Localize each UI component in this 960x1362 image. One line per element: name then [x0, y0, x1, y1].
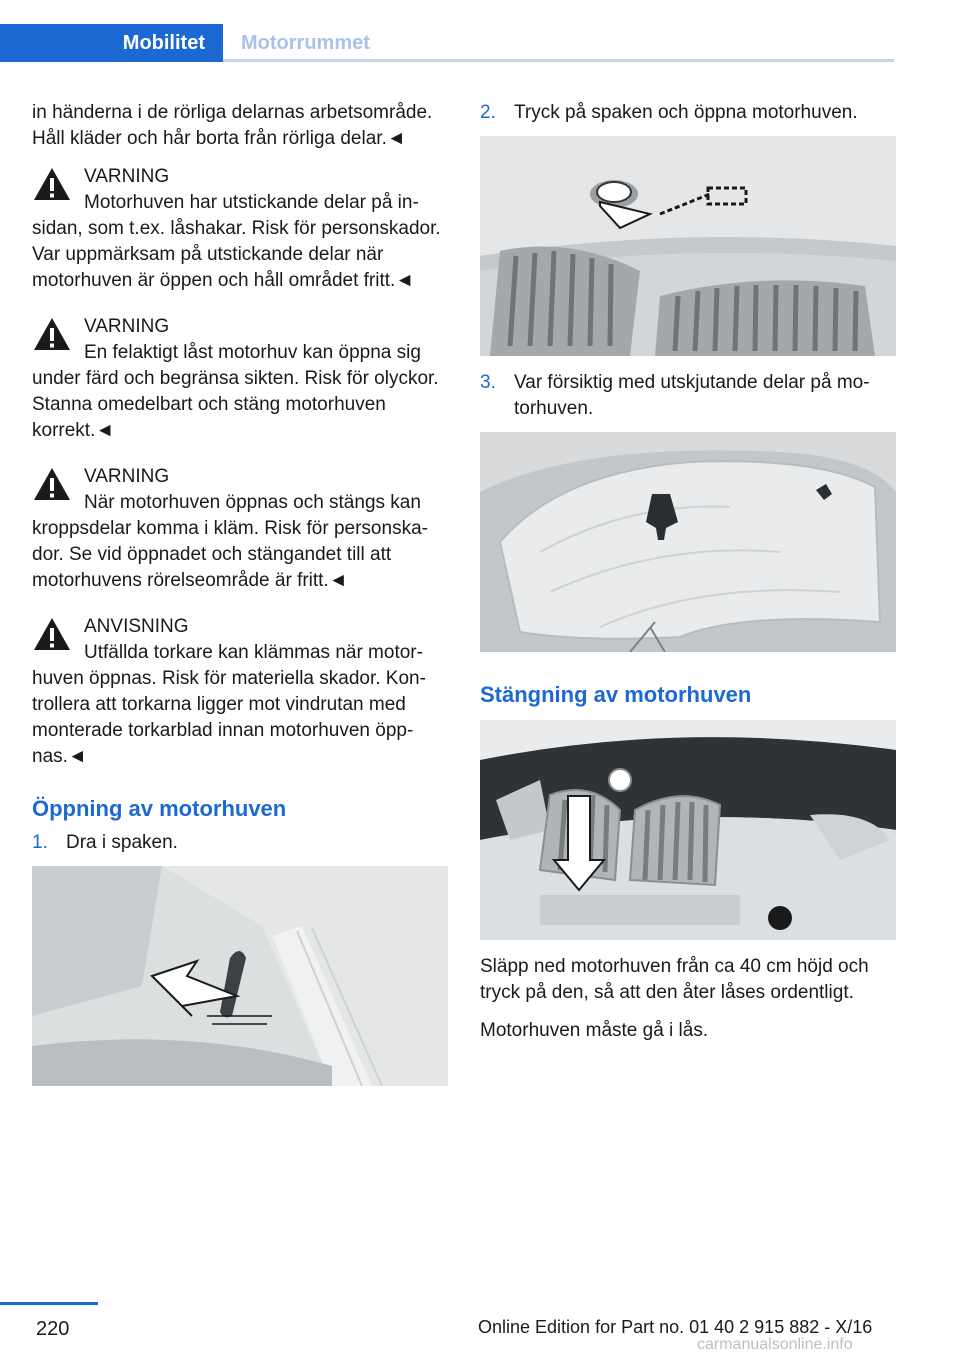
chapter-tab-mobilitet[interactable]: Mobilitet [0, 24, 223, 62]
warning-icon [32, 316, 72, 352]
step-number: 1. [32, 832, 48, 853]
figure-hood-release-lever [32, 866, 448, 1086]
chapter-header [0, 24, 894, 62]
step-text: Dra i spaken. [66, 832, 178, 853]
online-edition-label: Online Edition for Part no. 01 40 2 915 882 - X/16 [478, 1317, 873, 1337]
warning-title: VARNING [84, 166, 170, 187]
left-column [32, 100, 448, 1086]
warning-icon [32, 466, 72, 502]
closing-note: Motorhuven måste gå i lås. [480, 1020, 709, 1041]
step-number: 2. [480, 102, 496, 123]
warning-block [32, 164, 448, 294]
page-number: 220 [36, 1318, 70, 1340]
step-item [480, 370, 896, 422]
figure-hood-closing [480, 720, 896, 940]
figure-hood-catch-lever [480, 136, 896, 356]
figure-hood-underside [480, 432, 896, 652]
warning-title: VARNING [84, 466, 170, 487]
notice-block [32, 614, 448, 770]
step-text: Var försiktig med utskjutande delar på motorhuven. [514, 372, 870, 419]
notice-text: Utfällda torkare kan klämmas när motorhuven öppnas. Risk för materiella skador. Kontrollera att torkarna ligger mot vindrutan med monterade torkarblad innan motorhuven öppnas.◄ [32, 642, 426, 767]
warning-text: En felaktigt låst motorhuv kan öppna sig under färd och begränsa sikten. Risk för olyckor. Stanna omedelbart och stäng motorhuven korrekt.◄ [32, 342, 439, 441]
warning-icon [32, 166, 72, 202]
closing-paragraph: Släpp ned motorhuven från ca 40 cm höjd och tryck på den, så att den åter låses ordentligt. [480, 956, 869, 1003]
step-text: Tryck på spaken och öppna motorhuven. [514, 102, 858, 123]
section-heading-opening: Öppning av motorhuven [32, 796, 287, 821]
notice-icon [32, 616, 72, 652]
footer-divider [0, 1302, 98, 1305]
warning-block [32, 464, 448, 594]
warning-title: VARNING [84, 316, 170, 337]
step-number: 3. [480, 372, 496, 393]
step-item [480, 100, 896, 126]
right-column [480, 100, 896, 1056]
section-heading-closing: Stängning av motorhuven [480, 682, 752, 707]
warning-text: Motorhuven har utstickande delar på insidan, som t.ex. låshakar. Risk för personskador. Var uppmärksam på utstickande delar när motorhuven är öppen och håll området fritt.◄ [32, 192, 441, 291]
notice-title: ANVISNING [84, 616, 189, 637]
step-item [32, 830, 448, 856]
header-divider [223, 59, 894, 62]
intro-paragraph: in händerna i de rörliga delarnas arbetsområde. Håll kläder och hår borta från rörliga delar.◄ [32, 102, 433, 149]
warning-block [32, 314, 448, 444]
warning-text: När motorhuven öppnas och stängs kan kroppsdelar komma i kläm. Risk för personskador. Se vid öppnadet och stängandet till att motorhuvens rörelseområde är fritt.◄ [32, 492, 428, 591]
watermark: carmanualsonline.info [697, 1336, 853, 1353]
section-tab-motorrummet[interactable]: Motorrummet [241, 31, 370, 54]
